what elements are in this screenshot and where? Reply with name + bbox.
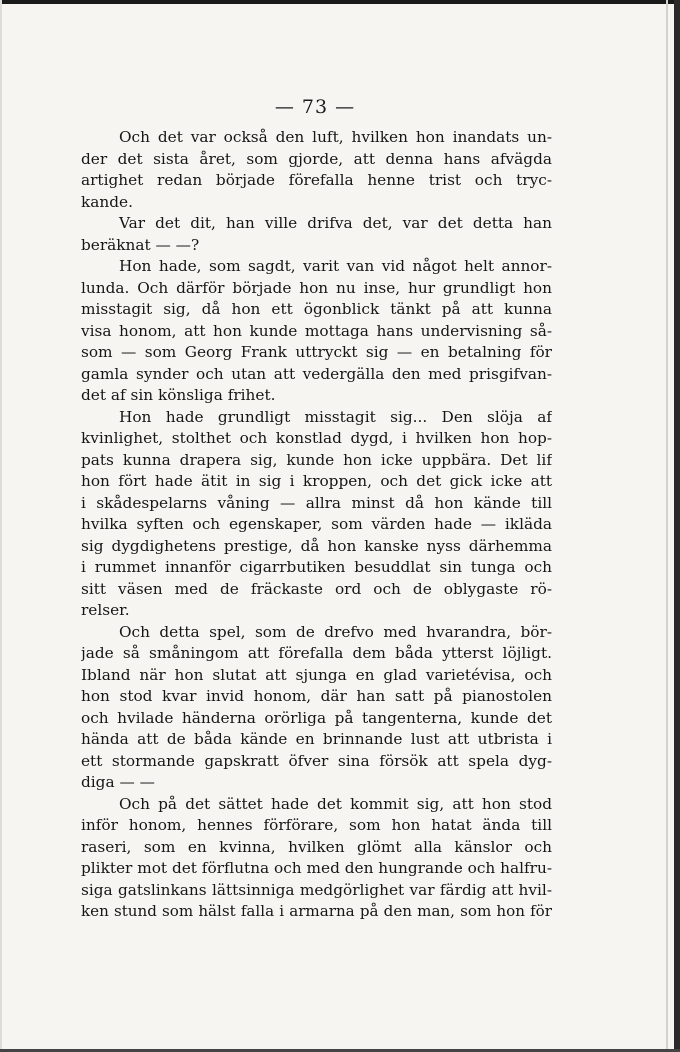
text-line: diga — — xyxy=(81,773,155,791)
text-line: raseri, som en kvinna, hvilken glömt alla känslor och xyxy=(81,837,552,856)
text-line: plikter mot det förflutna och med den hungrande och halfru- xyxy=(81,859,552,877)
text-line: Och det var också den luft, hvilken hon inandats un- xyxy=(119,128,552,146)
text-line: Hon hade, som sagdt, varit van vid något helt annor- xyxy=(119,257,552,275)
scan-right-inner-edge xyxy=(666,0,668,1052)
body-text xyxy=(81,127,552,923)
text-line: kvinlighet, stolthet och konstlad dygd, i hvilken hon hop- xyxy=(81,429,552,447)
text-line: siga gatslinkans lättsinniga medgörlighet var färdig att hvil- xyxy=(81,880,552,899)
scan-right-edge xyxy=(674,0,680,1052)
text-line: hända att de båda kände en brinnande lust att utbrista i xyxy=(81,730,552,748)
page-number: — 73 — xyxy=(274,96,356,118)
text-line: i skådespelarns våning — allra minst då hon kände till xyxy=(81,493,552,512)
text-line: som — som Georg Frank uttryckt sig — en betalning för xyxy=(81,343,552,361)
text-line: sig dygdighetens prestige, då hon kanske nyss därhemma xyxy=(81,536,552,555)
text-line: Ibland när hon slutat att sjunga en glad varietévisa, och xyxy=(81,665,552,684)
text-line: kande. xyxy=(81,192,133,211)
scan-left-edge xyxy=(0,0,2,1052)
text-line: artighet redan började förefalla henne trist och tryc- xyxy=(81,171,552,189)
text-line: jade så småningom att förefalla dem båda ytterst löjligt. xyxy=(81,644,552,662)
text-line: lunda. Och därför började hon nu inse, hur grundligt hon xyxy=(81,278,552,297)
text-line: Var det dit, han ville drifva det, var det detta han xyxy=(119,214,552,232)
text-line: sitt väsen med de fräckaste ord och de oblygaste rö- xyxy=(81,579,552,598)
text-line: och hvilade händerna orörliga på tangenterna, kunde det xyxy=(81,708,552,727)
text-line: pats kunna drapera sig, kunde hon icke uppbära. Det lif xyxy=(81,450,552,469)
text-line: beräknat — —? xyxy=(81,235,200,254)
text-line: gamla synder och utan att vedergälla den med prisgifvan- xyxy=(81,364,552,383)
text-line: visa honom, att hon kunde mottaga hans undervisning så- xyxy=(81,321,552,340)
text-line: ken stund som hälst falla i armarna på den man, som hon för xyxy=(81,902,552,920)
text-line: misstagit sig, då hon ett ögonblick tänkt på att kunna xyxy=(81,300,552,318)
text-line: inför honom, hennes förförare, som hon hatat ända till xyxy=(81,816,552,834)
scan-top-edge xyxy=(0,0,680,4)
text-line: ett stormande gapskratt öfver sina försök att spela dyg- xyxy=(81,751,552,770)
text-line: relser. xyxy=(81,601,130,619)
text-line: Och detta spel, som de drefvo med hvarandra, bör- xyxy=(119,622,552,641)
text-line: Och på det sättet hade det kommit sig, att hon stod xyxy=(119,794,552,813)
text-line: der det sista året, som gjorde, att denna hans afvägda xyxy=(81,149,552,168)
text-line: Hon hade grundligt misstagit sig... Den slöja af xyxy=(119,407,552,426)
text-line: hvilka syften och egenskaper, som värden hade — ikläda xyxy=(81,515,552,533)
text-line: i rummet innanför cigarrbutiken besuddlat sin tunga och xyxy=(81,558,552,576)
text-line: hon stod kvar invid honom, där han satt på pianostolen xyxy=(81,687,552,705)
text-line: hon fört hade ätit in sig i kroppen, och det gick icke att xyxy=(81,472,552,490)
text-line: det af sin könsliga frihet. xyxy=(81,386,276,404)
